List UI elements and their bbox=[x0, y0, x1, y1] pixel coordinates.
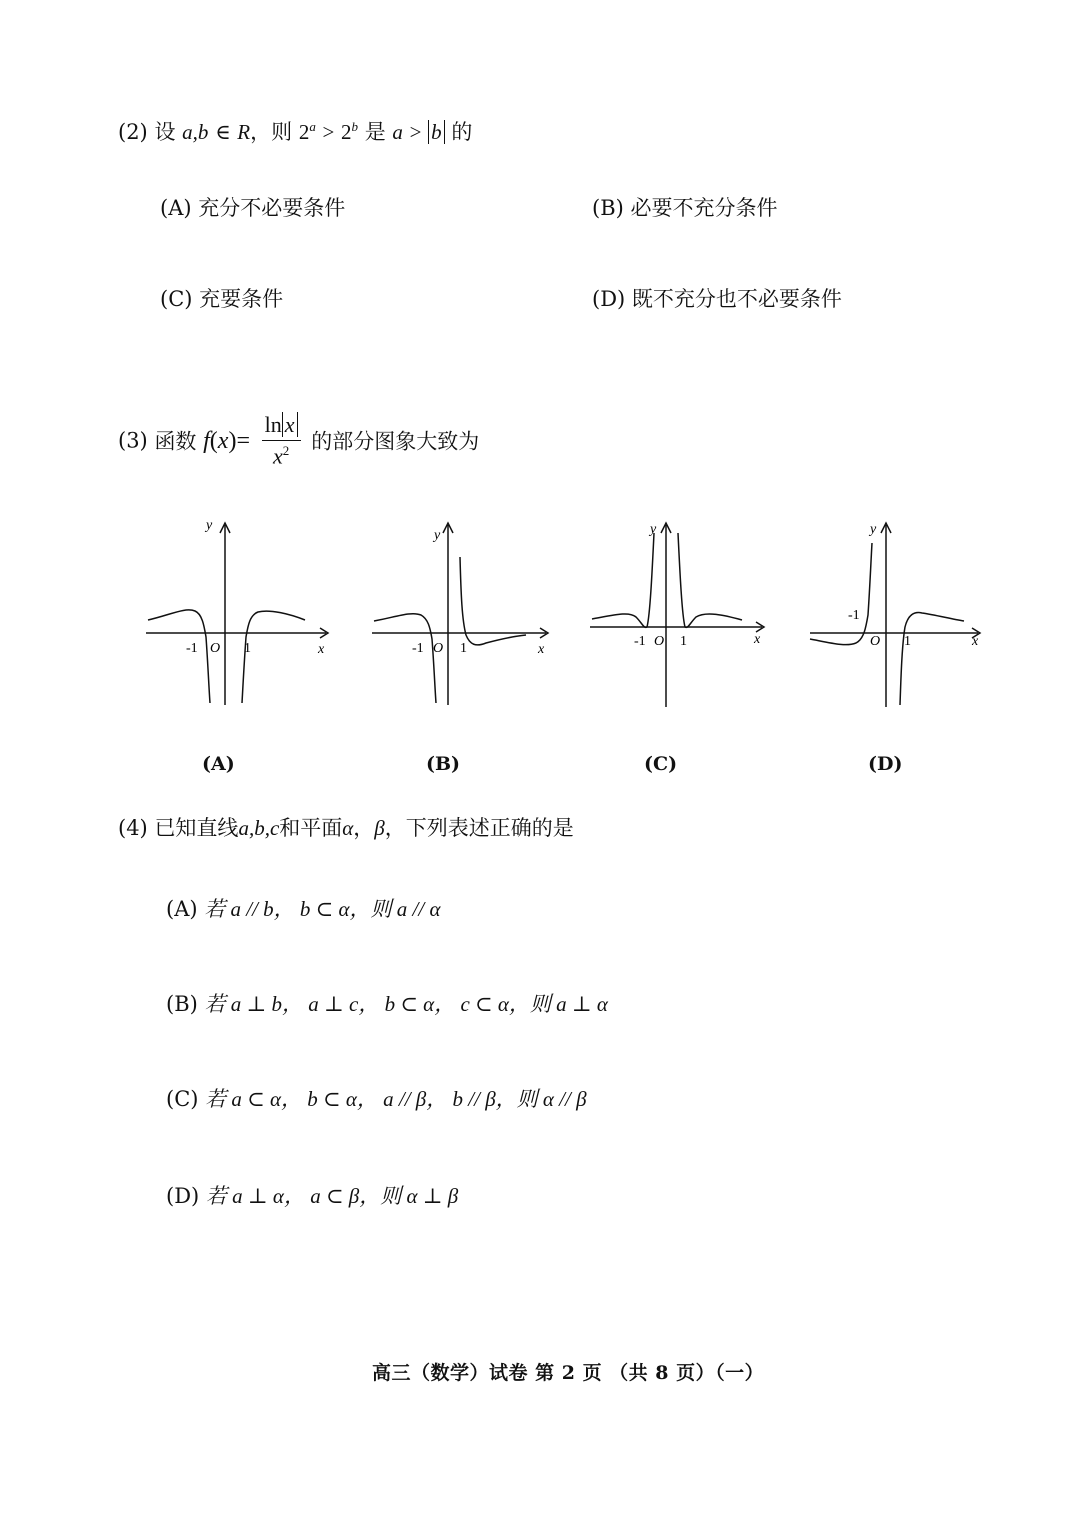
graph-b-x-label: x bbox=[538, 642, 545, 657]
graph-d-y-label: y bbox=[870, 522, 877, 537]
q2-base-a: 2 bbox=[298, 120, 310, 144]
q2-option-a-label: (A) bbox=[160, 196, 192, 220]
graph-a[interactable] bbox=[140, 515, 340, 715]
q2-option-d-text: 既不充分也不必要条件 bbox=[631, 287, 842, 311]
q3-fraction bbox=[262, 412, 301, 469]
q2-text-pre: 设 bbox=[154, 120, 176, 144]
q2-option-d[interactable] bbox=[592, 283, 842, 313]
q3-num-ln: ln bbox=[264, 412, 282, 437]
graph-c-y-label: y bbox=[650, 522, 657, 537]
q2-option-c-label: (C) bbox=[160, 287, 193, 311]
graph-c[interactable] bbox=[584, 515, 784, 715]
q2-gt: > bbox=[322, 120, 335, 144]
graph-d-curve-left bbox=[810, 543, 872, 645]
q4-option-b-text: 若 a ⊥ b， a ⊥ c， b ⊂ α， c ⊂ α，则 a ⊥ α bbox=[204, 992, 608, 1016]
q4-option-c-label: (C) bbox=[166, 1087, 199, 1111]
q4-option-d-label: (D) bbox=[166, 1184, 200, 1208]
q4-option-b[interactable] bbox=[166, 988, 608, 1018]
graph-c-x-label: x bbox=[754, 632, 761, 647]
q2-vars: a,b bbox=[182, 120, 209, 144]
q4-option-c[interactable] bbox=[166, 1083, 587, 1113]
q4-option-c-text: 若 a ⊂ α， b ⊂ α， a // β， b // β，则 α // β bbox=[205, 1087, 587, 1111]
q2-set: R bbox=[237, 120, 251, 144]
q4-option-d-text: 若 a ⊥ α， a ⊂ β，则 α ⊥ β bbox=[205, 1184, 459, 1208]
q4-option-a-text: 若 a // b， b ⊂ α，则 a // α bbox=[204, 897, 441, 921]
q3-eq: = bbox=[236, 428, 250, 455]
graph-a-y-label: y bbox=[206, 518, 213, 533]
graph-a-origin: O bbox=[210, 641, 221, 656]
graph-b-tick-neg: -1 bbox=[412, 641, 424, 656]
graph-d-x-label: x bbox=[972, 634, 979, 649]
q2-abs-b: b bbox=[428, 120, 445, 144]
q3-denominator bbox=[262, 441, 301, 469]
q2-stem bbox=[118, 116, 472, 146]
q2-option-d-label: (D) bbox=[592, 287, 626, 311]
q2-tail: 的 bbox=[451, 120, 473, 144]
q4-option-d[interactable] bbox=[166, 1180, 458, 1210]
q4-beta: β bbox=[374, 816, 385, 840]
q3-num-x: x bbox=[282, 412, 298, 437]
graph-a-x-label: x bbox=[318, 642, 325, 657]
q3-den-x: x bbox=[272, 443, 283, 469]
q4-stem bbox=[118, 812, 574, 842]
q2-in: ∈ bbox=[215, 120, 231, 144]
graph-c-tick-pos: 1 bbox=[680, 634, 687, 649]
graph-c-svg bbox=[584, 515, 784, 715]
q4-option-a[interactable] bbox=[166, 893, 440, 923]
graph-d-label: (D) bbox=[868, 753, 903, 775]
q4-option-b-label: (B) bbox=[166, 992, 198, 1016]
q3-stem bbox=[118, 412, 479, 469]
graph-c-origin: O bbox=[654, 634, 665, 649]
graph-b-label: (B) bbox=[426, 753, 461, 775]
graph-a-curve-right bbox=[242, 611, 305, 703]
q2-number: (2) bbox=[118, 120, 148, 144]
q3-text-pre: 函数 bbox=[154, 429, 197, 454]
graph-b-y-label: y bbox=[434, 528, 441, 543]
graph-a-tick-neg: -1 bbox=[186, 641, 198, 656]
q2-option-b-text: 必要不充分条件 bbox=[630, 196, 778, 220]
q4-mid: 和平面 bbox=[279, 816, 343, 840]
q2-base-b: 2 bbox=[341, 120, 352, 144]
graph-d-tick-neg: -1 bbox=[848, 608, 860, 623]
q2-option-a[interactable] bbox=[160, 192, 345, 222]
graph-b-curve-right bbox=[460, 557, 526, 645]
graph-d-curve-right bbox=[900, 613, 964, 705]
q2-is: 是 bbox=[364, 120, 386, 144]
q2-option-b[interactable] bbox=[592, 192, 778, 222]
graph-a-tick-pos: 1 bbox=[244, 641, 251, 656]
q3-paren-close: ) bbox=[228, 428, 237, 455]
graph-b-curve-left bbox=[374, 614, 436, 703]
q3-den-exp: 2 bbox=[282, 443, 290, 458]
graph-a-svg bbox=[140, 515, 340, 715]
graph-b-tick-pos: 1 bbox=[460, 641, 467, 656]
q4-alpha: α bbox=[342, 816, 354, 840]
q2-option-b-label: (B) bbox=[592, 196, 624, 220]
graph-d-tick-pos: 1 bbox=[904, 634, 911, 649]
page-footer: 高三（数学）试卷 第 2 页 （共 8 页）（一） bbox=[372, 1362, 765, 1384]
q4-text-pre: 已知直线 bbox=[154, 816, 239, 840]
graph-d[interactable] bbox=[806, 515, 1006, 715]
graph-b-svg bbox=[366, 515, 566, 715]
q2-a: a bbox=[392, 120, 403, 144]
q2-option-a-text: 充分不必要条件 bbox=[198, 196, 346, 220]
q2-exp-a: a bbox=[309, 119, 316, 134]
q2-exp-b: b bbox=[351, 119, 359, 134]
q4-option-a-label: (A) bbox=[166, 897, 198, 921]
q3-number: (3) bbox=[118, 428, 148, 453]
q4-comma: ， bbox=[353, 816, 375, 840]
graph-b-origin: O bbox=[433, 641, 444, 656]
q3-var: x bbox=[217, 428, 229, 455]
q4-lines: a,b,c bbox=[238, 816, 280, 840]
q4-tail: ，下列表述正确的是 bbox=[384, 816, 574, 840]
graph-d-svg bbox=[806, 515, 1006, 715]
q2-option-c-text: 充要条件 bbox=[199, 287, 284, 311]
q4-number: (4) bbox=[118, 816, 148, 840]
q3-numerator bbox=[262, 412, 301, 441]
q3-tail: 的部分图象大致为 bbox=[311, 429, 480, 454]
graph-c-label: (C) bbox=[644, 753, 678, 775]
graph-a-label: (A) bbox=[202, 753, 235, 775]
q3-func: f bbox=[203, 428, 210, 455]
q2-then: ，则 bbox=[250, 120, 293, 144]
q3-paren-open: ( bbox=[209, 428, 218, 455]
graph-b[interactable] bbox=[366, 515, 566, 715]
graph-c-curve-left bbox=[592, 533, 654, 627]
graph-a-curve-left bbox=[148, 610, 210, 703]
graph-c-tick-neg: -1 bbox=[634, 634, 646, 649]
graph-d-origin: O bbox=[870, 634, 881, 649]
q2-gt2: > bbox=[409, 120, 422, 144]
graph-c-curve-right bbox=[678, 533, 742, 627]
q2-option-c[interactable] bbox=[160, 283, 283, 313]
